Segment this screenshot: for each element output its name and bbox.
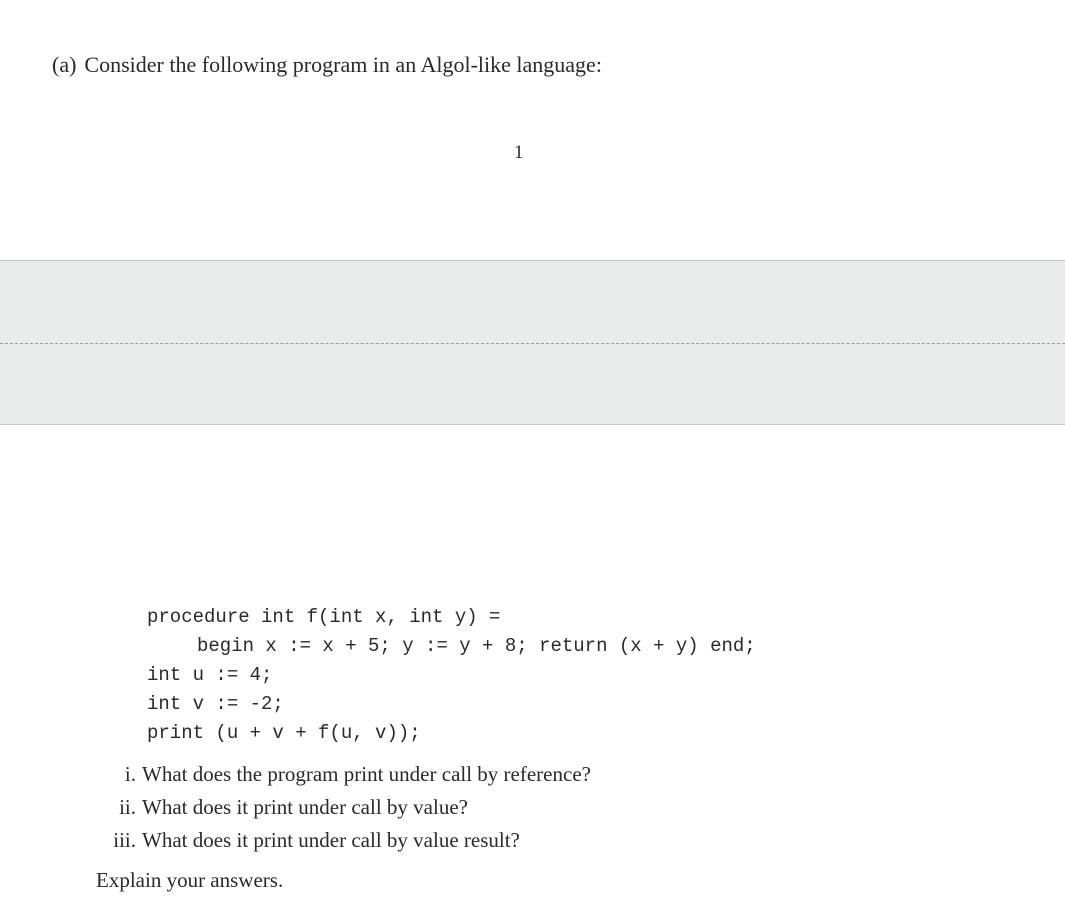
sub-question-text: What does it print under call by value result? — [142, 828, 520, 852]
question-intro — [52, 52, 602, 78]
page-gap — [0, 260, 1065, 425]
sub-question-number: iii. — [113, 828, 136, 852]
sub-question-text: What does it print under call by value? — [142, 795, 468, 819]
page-top-section — [0, 0, 1065, 260]
sub-question-number: i. — [124, 762, 136, 786]
sub-question-item — [96, 824, 591, 857]
code-line: begin x := x + 5; y := y + 8; return (x + y) end; — [197, 635, 756, 657]
code-line: int v := -2; — [147, 693, 284, 715]
code-line: print (u + v + f(u, v)); — [147, 722, 421, 744]
page-number: 1 — [514, 142, 524, 163]
closing-instruction: Explain your answers. — [96, 868, 284, 892]
page-break-line — [0, 343, 1065, 344]
sub-question-item — [96, 758, 591, 791]
question-label: (a) — [52, 52, 77, 77]
code-line: int u := 4; — [147, 664, 273, 686]
sub-question-number: ii. — [119, 795, 136, 819]
code-line: procedure int f(int x, int y) = — [147, 606, 501, 628]
code-block — [147, 603, 756, 748]
sub-question-item — [96, 791, 591, 824]
sub-question-text: What does the program print under call by reference? — [142, 762, 591, 786]
question-intro-text: Consider the following program in an Algol-like language: — [84, 52, 602, 77]
sub-question-list — [96, 758, 591, 857]
